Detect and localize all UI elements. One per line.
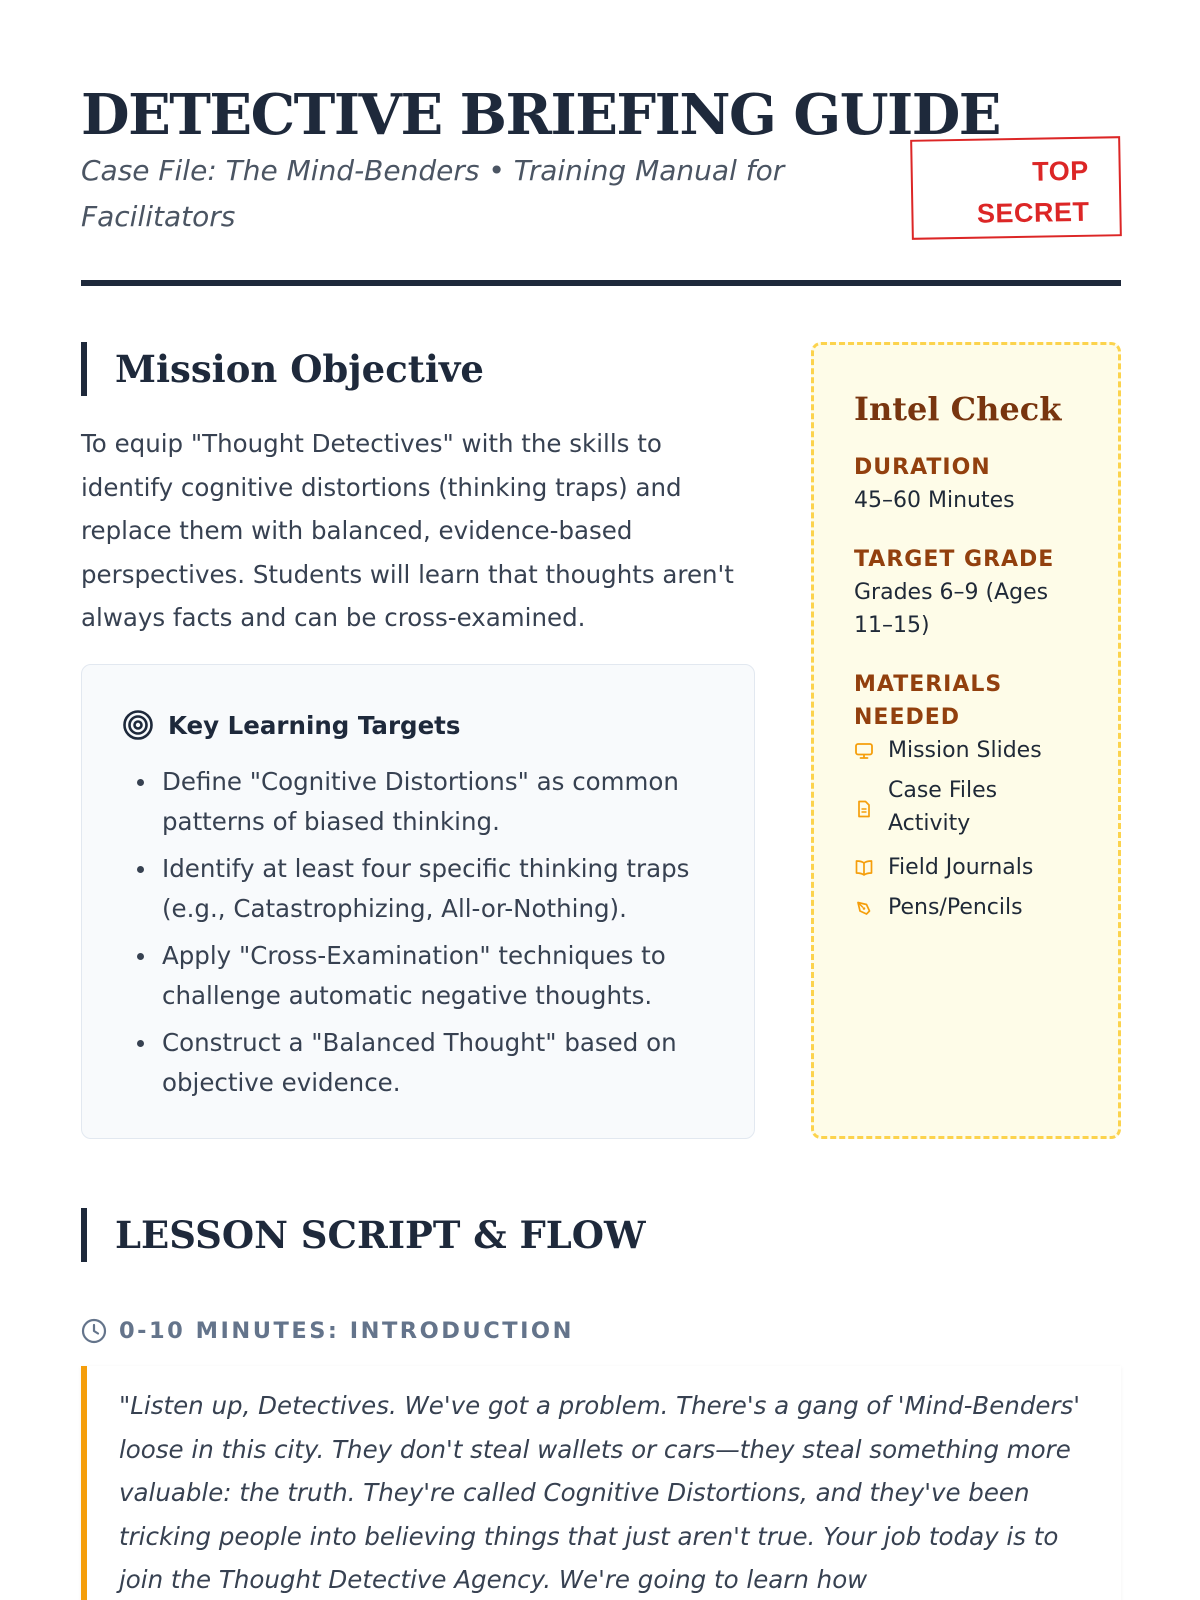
learning-target-item: Construct a "Balanced Thought" based on objective evidence. (162, 1023, 722, 1103)
mission-objective-text: To equip "Thought Detectives" with the skills to identify cognitive distortions (thinking traps) and replace them with balanced, evidence-based perspectives. Students will learn that thoughts aren't always facts and can be cross-examined. (81, 429, 734, 632)
learning-targets-title: Key Learning Targets (168, 710, 461, 740)
material-label: Field Journals (888, 855, 1034, 880)
learning-targets-header (122, 707, 460, 743)
time-segment-header (81, 1316, 574, 1346)
document-header (81, 82, 1121, 286)
learning-target-item: Identify at least four specific thinking traps (e.g., Catastrophizing, All-or-Nothing). (162, 849, 722, 929)
learning-target-item: Define "Cognitive Distortions" as common patterns of biased thinking. (162, 762, 722, 842)
pen-icon (854, 891, 874, 924)
learning-target-item: Apply "Cross-Examination" techniques to challenge automatic negative thoughts. (162, 936, 722, 1016)
target-grade-value: Grades 6–9 (Ages 11–15) (854, 580, 1049, 638)
learning-targets-box (81, 664, 755, 1139)
target-grade-label: TARGET GRADE (854, 547, 1055, 572)
duration-value: 45–60 Minutes (854, 488, 1015, 513)
lesson-script-box (81, 1366, 1121, 1600)
material-label: Case Files Activity (888, 778, 998, 836)
target-icon (122, 709, 154, 741)
material-item (854, 734, 1104, 767)
document-title: DETECTIVE BRIEFING GUIDE (81, 82, 1000, 148)
material-item (854, 891, 1104, 924)
duration-label: DURATION (854, 455, 991, 480)
material-item (854, 851, 1104, 884)
stamp-line-2: SECRET (976, 196, 1090, 229)
monitor-icon (854, 734, 874, 767)
document-subtitle: Case File: The Mind-Benders • Training Manual for Facilitators (81, 154, 785, 233)
intel-check-title: Intel Check (854, 390, 1062, 428)
book-icon (854, 851, 874, 884)
document-icon (854, 774, 874, 844)
header-divider (81, 280, 1121, 286)
mission-objective-heading: Mission Objective (81, 342, 484, 396)
material-item (854, 774, 1104, 844)
lesson-script-text: "Listen up, Detectives. We've got a problem. There's a gang of 'Mind-Benders' loose in this city. They don't steal wallets or cars—they steal something more valuable: the truth. They're called Cognitive Distortions, and they've been tricking people into believing things that just aren't true. Your job today is to join the Thought Detective Agency. We're going to learn how (119, 1391, 1081, 1594)
lesson-script-heading: LESSON SCRIPT & FLOW (81, 1208, 646, 1262)
intel-check-panel (811, 342, 1121, 1139)
stamp-line-1: TOP (1031, 155, 1089, 187)
learning-targets-list (162, 762, 722, 1110)
time-segment-label: 0-10 MINUTES: INTRODUCTION (119, 1318, 574, 1344)
material-label: Mission Slides (888, 738, 1042, 763)
clock-icon (81, 1318, 107, 1344)
materials-list (854, 734, 1104, 924)
top-secret-stamp (910, 136, 1122, 240)
materials-label: MATERIALS NEEDED (854, 672, 1003, 730)
material-label: Pens/Pencils (888, 895, 1023, 920)
